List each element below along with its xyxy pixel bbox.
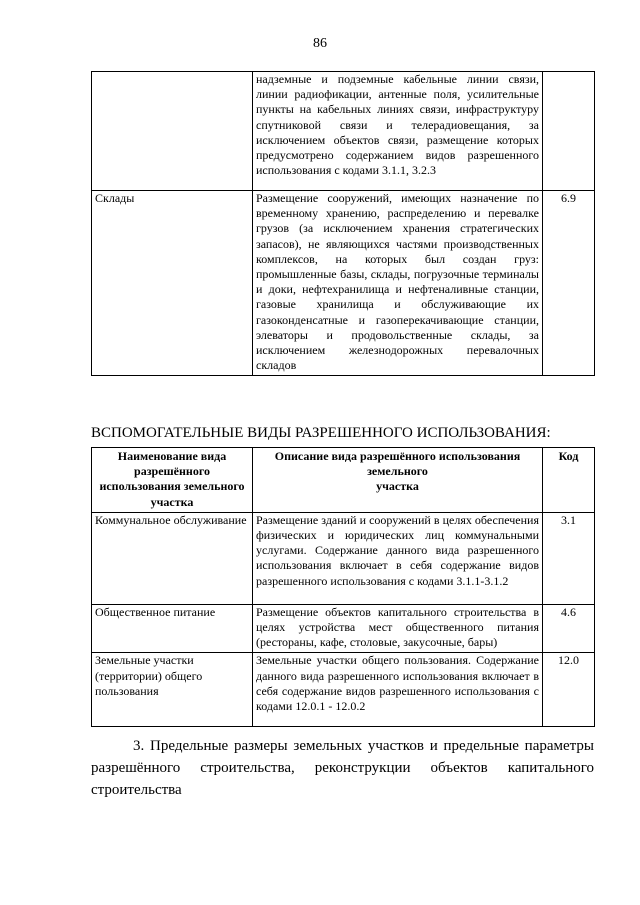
- table-header-row: [92, 448, 595, 513]
- use-description-cell: надземные и подземные кабельные линии связи, линии радиофикации, антенные поля, усилительные пункты на кабельных линиях связи, инфраструктуру спутниковой связи и телерадиовещания, за исключением объектов связи, размещение которых предусмотрено содержанием видов разрешенного использования с кодами 3.1.1, 3.2.3: [253, 72, 543, 191]
- use-name-cell: Земельные участки (территории) общего пользования: [92, 653, 253, 727]
- table-row: [92, 72, 595, 191]
- use-code-cell: 6.9: [543, 191, 595, 376]
- use-description-cell: Размещение сооружений, имеющих назначение по временному хранению, распределению и перевалке грузов (за исключением хранения стратегических запасов), не являющихся частями производственных комплексов, на которых был создан груз: промышленные базы, склады, погрузочные терминалы и доки, нефтехранилища и нефтеналивные станции, газовые хранилища и обслуживающие их газоконденсатные и газоперекачивающие станции, элеваторы и продовольственные склады, за исключением железнодорожных перевалочных складов: [253, 191, 543, 376]
- auxiliary-land-use-table: [91, 447, 595, 727]
- use-description-cell: Размещение зданий и сооружений в целях обеспечения физических и юридических лиц коммунальными услугами. Содержание данного вида разрешенного использования включает в себя содержание видов разрешенного использования с кодами 3.1.1-3.1.2: [253, 512, 543, 604]
- use-description-cell: Земельные участки общего пользования. Содержание данного вида разрешенного использования включает в себя содержание видов разрешенного использования с кодами 12.0.1 - 12.0.2: [253, 653, 543, 727]
- table-row: [92, 604, 595, 653]
- table-row: [92, 653, 595, 727]
- use-code-cell: 12.0: [543, 653, 595, 727]
- page-number: 86: [313, 36, 327, 51]
- use-code-cell: 3.1: [543, 512, 595, 604]
- use-name-cell: Общественное питание: [92, 604, 253, 653]
- use-description-cell: Размещение объектов капитального строительства в целях устройства мест общественного питания (рестораны, кафе, столовые, закусочные, бары): [253, 604, 543, 653]
- header-name: Наименование вида разрешённого использования земельного участка: [92, 448, 253, 513]
- header-description-line2: участка: [376, 479, 419, 494]
- table-row: [92, 512, 595, 604]
- use-name-cell: Склады: [92, 191, 253, 376]
- header-code: Код: [543, 448, 595, 513]
- land-use-table-continued: [91, 71, 595, 376]
- use-code-cell: [543, 72, 595, 191]
- use-name-cell: [92, 72, 253, 191]
- use-name-cell: Коммунальное обслуживание: [92, 512, 253, 604]
- use-code-cell: 4.6: [543, 604, 595, 653]
- header-description: [253, 448, 543, 513]
- section-heading: ВСПОМОГАТЕЛЬНЫЕ ВИДЫ РАЗРЕШЕННОГО ИСПОЛЬЗОВАНИЯ:: [91, 425, 551, 441]
- table-row: [92, 191, 595, 376]
- section-paragraph: 3. Предельные размеры земельных участков и предельные параметры разрешённого строительства, реконструкции объектов капитального строительства: [91, 738, 594, 798]
- header-description-line1: Описание вида разрешённого использования земельного: [274, 449, 521, 479]
